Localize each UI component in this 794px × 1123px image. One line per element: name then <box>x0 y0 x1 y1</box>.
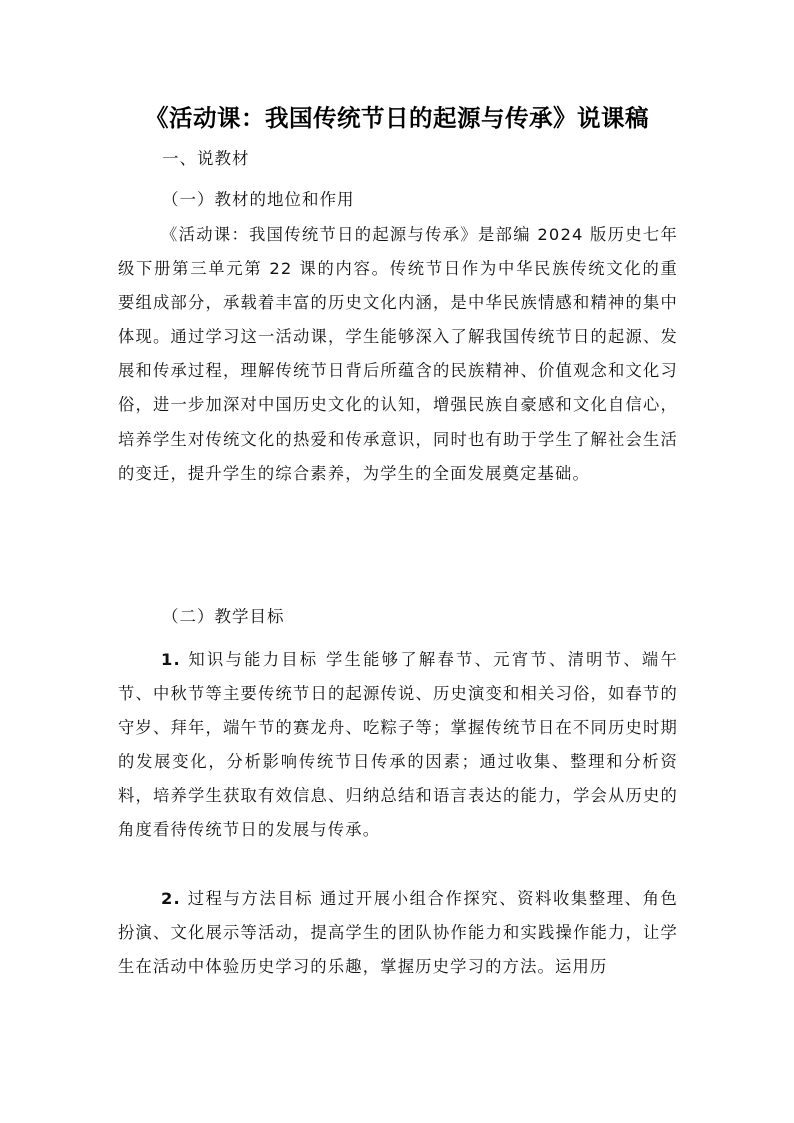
goal-text: 知识与能力目标 学生能够了解春节、元宵节、清明节、端午节、中秋节等主要传统节日的起源传说、历史演变和相关习俗，如春节的守岁、拜年，端午节的赛龙舟、吃粽子等；掌握传统节日在不同历史时期的发展变化，分析影响传统节日传承的因素；通过收集、整理和分析资料，培养学生获取有效信息、归纳总结和语言表达的能力，学会从历史的角度看待传统节日的发展与传承。 <box>118 650 678 840</box>
goal-text: 过程与方法目标 通过开展小组合作探究、资料收集整理、角色扮演、文化展示等活动，提高学生的团队协作能力和实践操作能力，让学生在活动中体验历史学习的乐趣，掌握历史学习的方法。运用历 <box>118 889 678 977</box>
paragraph-status-and-role: 《活动课：我国传统节日的起源与传承》是部编 2024 版历史七年级下册第三单元第 22 课的内容。传统节日作为中华民族传统文化的重要组成部分，承载着丰富的历史文化内涵，是中华民族情感和精神的集中体现。通过学习这一活动课，学生能够深入了解我国传统节日的起源、发展和传承过程，理解传统节日背后所蕴含的民族精神、价值观念和文化习俗，进一步加深对中国历史文化的认知，增强民族自豪感和文化自信心，培养学生对传统文化的热爱和传承意识，同时也有助于学生了解社会生活的变迁，提升学生的综合素养，为学生的全面发展奠定基础。 <box>118 225 678 483</box>
subsection-heading-status-and-role: （一）教材的地位和作用 <box>162 190 355 209</box>
section-heading-teaching-material: 一、说教材 <box>162 149 250 168</box>
subsection-heading-teaching-goals: （二）教学目标 <box>162 607 285 626</box>
document-title: 《活动课：我国传统节日的起源与传承》说课稿 <box>145 104 649 132</box>
paragraph-knowledge-ability-goal <box>118 643 678 848</box>
goal-number: 1. <box>161 650 181 669</box>
goal-number: 2. <box>161 889 181 908</box>
paragraph-process-method-goal <box>118 882 678 984</box>
